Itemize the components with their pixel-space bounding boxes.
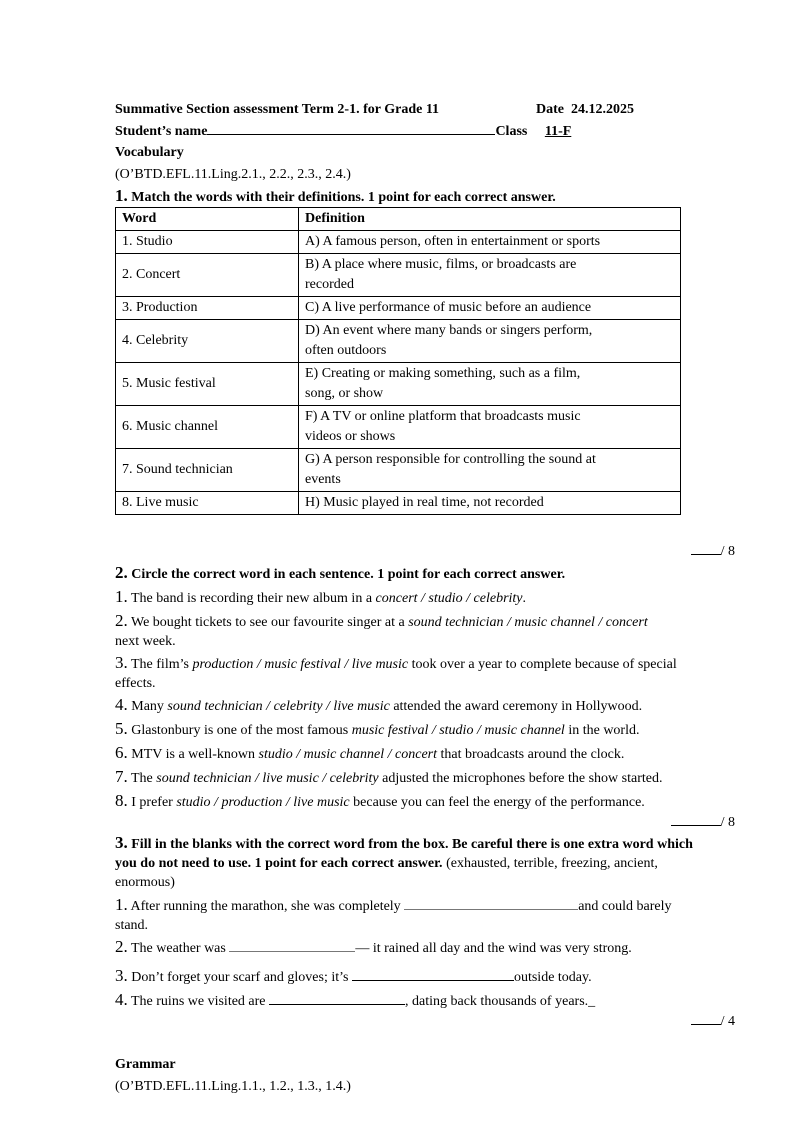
word-choices[interactable]: sound technician / celebrity / live music [167, 699, 390, 714]
definition-text: B) A place where music, films, or broadcasts are [305, 257, 577, 272]
sentence-text: I prefer [131, 795, 177, 810]
definition-text: D) An event where many bands or singers perform, [305, 323, 593, 338]
sentence-text-end: . [522, 591, 527, 606]
sentence-text-end: and could barely [578, 899, 672, 914]
task1-instruction-line [115, 186, 735, 207]
score-blank[interactable] [691, 1011, 721, 1025]
task3-number: 3. [115, 833, 128, 852]
sentence-number: 4. [115, 990, 128, 1009]
sentence-text: Many [131, 699, 168, 714]
student-name-blank[interactable] [207, 121, 495, 135]
table-row [116, 297, 681, 320]
definition-text-cont: events [305, 472, 341, 487]
word-cell: 5. Music festival [116, 363, 299, 406]
definition-text: C) A live performance of music before an audience [305, 300, 592, 315]
task3-instruction-line-2 [115, 854, 735, 873]
word-cell: 1. Studio [116, 231, 299, 254]
score-blank[interactable] [691, 541, 721, 555]
task2-sentence-1 [115, 587, 735, 608]
sentence-text: The ruins we visited are [131, 994, 270, 1009]
sentence-text: The band is recording their new album in a [131, 591, 376, 606]
task2-sentence-8 [115, 791, 735, 812]
sentence-text-end: outside today. [513, 970, 592, 985]
sentence-number: 3. [115, 653, 128, 672]
word-cell: 4. Celebrity [116, 320, 299, 363]
definition-cell [299, 231, 681, 254]
score-total: / 8 [720, 544, 735, 559]
word-cell: 7. Sound technician [116, 449, 299, 492]
table-row [116, 406, 681, 449]
task2-sentence-4 [115, 695, 735, 716]
definition-cell [299, 492, 681, 515]
word-choices[interactable]: studio / music channel / concert [258, 747, 438, 762]
definition-text-cont: song, or show [305, 386, 384, 401]
definition-text: H) Music played in real time, not recorded [305, 495, 544, 510]
definition-text-cont: videos or shows [305, 429, 396, 444]
task2-score [115, 812, 735, 832]
sentence-number: 1. [115, 895, 128, 914]
definition-text: A) A famous person, often in entertainment or sports [305, 234, 601, 249]
definition-cell [299, 363, 681, 406]
task1-score [115, 541, 735, 561]
task2-sentence-3 [115, 653, 735, 674]
date-value: 24.12.2025 [571, 102, 634, 117]
grammar-codes: (O’BTD.EFL.11.Ling.1.1., 1.2., 1.3., 1.4.) [115, 1079, 351, 1094]
task2-sentence-2 [115, 611, 735, 632]
definition-cell [299, 320, 681, 363]
definition-cell [299, 254, 681, 297]
table-row [116, 320, 681, 363]
score-total: / 4 [720, 1014, 735, 1029]
answer-blank[interactable] [352, 967, 514, 981]
definition-text: F) A TV or online platform that broadcasts music [305, 409, 581, 424]
task2-sentence-3-cont: effects. [115, 676, 156, 691]
sentence-number: 2. [115, 937, 128, 956]
task3-sentence-2 [115, 937, 735, 958]
sentence-text-end: in the world. [564, 723, 640, 738]
sentence-text: MTV is a well-known [131, 747, 259, 762]
sentence-text: The film’s [131, 657, 193, 672]
task2-instruction: Circle the correct word in each sentence. 1 point for each correct answer. [131, 567, 566, 582]
matching-table [115, 207, 681, 515]
task3-score [115, 1011, 735, 1031]
task3-sentence-1-cont: stand. [115, 918, 149, 933]
task2-sentence-5 [115, 719, 735, 740]
table-header-row [116, 208, 681, 231]
sentence-text-end: that broadcasts around the clock. [437, 747, 625, 762]
definition-text: E) Creating or making something, such as a film, [305, 366, 581, 381]
student-row [115, 121, 735, 141]
word-choices[interactable]: production / music festival / live music [192, 657, 409, 672]
sentence-number: 7. [115, 767, 128, 786]
definition-text: G) A person responsible for controlling the sound at [305, 452, 596, 467]
task2-sentence-2-cont: next week. [115, 634, 176, 649]
word-cell: 3. Production [116, 297, 299, 320]
word-box: (exhausted, terrible, freezing, ancient, [446, 856, 658, 871]
vocabulary-codes: (O’BTD.EFL.11.Ling.2.1., 2.2., 2.3., 2.4.) [115, 167, 351, 182]
sentence-text-end: , dating back thousands of years._ [405, 994, 596, 1009]
word-cell: 6. Music channel [116, 406, 299, 449]
task3-sentence-4 [115, 990, 735, 1011]
sentence-text: Don’t forget your scarf and gloves; it’s [131, 970, 352, 985]
definition-text-cont: recorded [305, 277, 354, 292]
class-value: 11-F [544, 124, 572, 139]
sentence-text: We bought tickets to see our favourite singer at a [131, 615, 409, 630]
column-header-definition: Definition [299, 208, 681, 231]
word-cell: 2. Concert [116, 254, 299, 297]
sentence-text-end: because you can feel the energy of the performance. [349, 795, 645, 810]
definition-text-cont: often outdoors [305, 343, 387, 358]
sentence-number: 5. [115, 719, 128, 738]
sentence-text: The [131, 771, 157, 786]
sentence-number: 4. [115, 695, 128, 714]
task1-instruction: Match the words with their definitions. 1 point for each correct answer. [131, 190, 556, 205]
class-label: Class [495, 124, 528, 139]
sentence-number: 8. [115, 791, 128, 810]
header-row [115, 100, 735, 119]
task2-sentence-6 [115, 743, 735, 764]
table-row [116, 449, 681, 492]
table-row [116, 492, 681, 515]
worksheet-content [115, 100, 735, 1096]
sentence-text-end: — it rained all day and the wind was very strong. [355, 941, 632, 956]
task2-sentence-7 [115, 767, 735, 788]
definition-cell [299, 449, 681, 492]
task2-instruction-line [115, 563, 735, 584]
sentence-text-end: adjusted the microphones before the show started. [378, 771, 663, 786]
score-total: / 8 [720, 815, 735, 830]
word-box-cont: enormous) [115, 875, 175, 890]
word-choices[interactable]: concert / studio / celebrity [375, 591, 523, 606]
task1-number: 1. [115, 186, 128, 205]
answer-blank[interactable] [229, 938, 355, 952]
sentence-text: Glastonbury is one of the most famous [131, 723, 352, 738]
column-header-word: Word [116, 208, 299, 231]
table-row [116, 363, 681, 406]
sentence-text-end: attended the award ceremony in Hollywood. [389, 699, 643, 714]
score-blank[interactable] [671, 812, 721, 826]
table-row [116, 231, 681, 254]
sentence-text: The weather was [131, 941, 230, 956]
student-name-label: Student’s name [115, 124, 208, 139]
assessment-title: Summative Section assessment Term 2-1. for Grade 11 [115, 102, 440, 117]
date-label: Date [536, 102, 564, 117]
word-choices[interactable]: music festival / studio / music channel [351, 723, 565, 738]
sentence-number: 2. [115, 611, 128, 630]
task3-sentence-3 [115, 966, 735, 987]
definition-cell [299, 297, 681, 320]
sentence-number: 6. [115, 743, 128, 762]
answer-blank[interactable] [269, 991, 405, 1005]
sentence-text-end: took over a year to complete because of special [408, 657, 677, 672]
answer-blank[interactable] [404, 896, 578, 910]
grammar-heading: Grammar [115, 1057, 176, 1072]
sentence-number: 3. [115, 966, 128, 985]
task2-number: 2. [115, 563, 128, 582]
vocabulary-heading: Vocabulary [115, 145, 184, 160]
table-row [116, 254, 681, 297]
date-block [536, 100, 634, 119]
task3-sentence-1 [115, 895, 735, 916]
word-cell: 8. Live music [116, 492, 299, 515]
definition-cell [299, 406, 681, 449]
word-choices[interactable]: sound technician / music channel / concert [408, 615, 648, 630]
word-choices[interactable]: studio / production / live music [176, 795, 350, 810]
task3-instruction-1: Fill in the blanks with the correct word from the box. Be careful there is one extra word which [131, 837, 693, 852]
sentence-number: 1. [115, 587, 128, 606]
sentence-text: After running the marathon, she was completely [130, 899, 405, 914]
task3-instruction-line [115, 833, 735, 854]
task3-instruction-2: you do not need to use. 1 point for each correct answer. [115, 856, 443, 871]
word-choices[interactable]: sound technician / live music / celebrity [156, 771, 379, 786]
